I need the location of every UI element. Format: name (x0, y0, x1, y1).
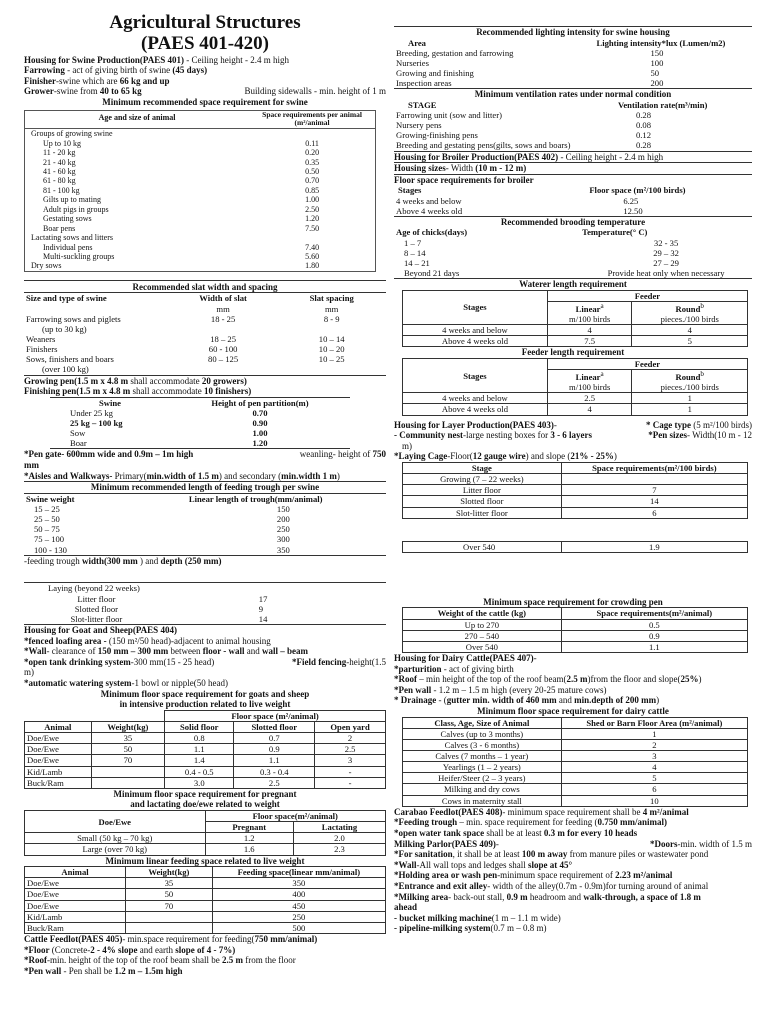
layer-space-group-row: Growing (7 – 22 weeks) (403, 474, 748, 485)
trough-row: 15 – 25 150 (34, 504, 290, 515)
goat-floor-row: Doe/Ewe 50 1.1 0.9 2.5 (25, 744, 386, 755)
slat-caption: Recommended slat width and spacing (24, 280, 386, 293)
brooding-row: Beyond 21 days Provide heat only when necessary (404, 268, 725, 279)
crowding-cont-weight: Over 540 (403, 541, 562, 552)
brooding-row: 1 – 7 32 - 35 (404, 237, 679, 248)
lighting-table: Area Lighting intensity*lux (Lumen/m2) Breeding, gestation and farrowing 150 Nurseries 100 Growing and finishing 50 Inspection areas 200 (394, 38, 752, 90)
lighting-row: Breeding, gestation and farrowing 150 (396, 47, 664, 58)
goat-floor-caption-2: in intensive production related to live weight (119, 699, 291, 710)
feed-row: Kid/Lamb 250 (25, 911, 386, 922)
preg-table: Doe/Ewe Floor space(m²/animal) Pregnant Lactating Small (50 kg – 70 kg) 1.2 2.0 Large (over 70 kg) 1.6 2.3 (24, 810, 386, 856)
dairy-floor-row: Calves (up to 3 months) 1 (403, 728, 748, 739)
layer-space-row: Slotted floor 14 (403, 496, 748, 507)
feed-row: Doe/Ewe 70 450 (25, 900, 386, 911)
slat-row: Farrowing sows and piglets 18 - 25 8 - 9 (26, 313, 340, 324)
brooding-caption: Recommended brooding temperature (500, 216, 646, 227)
layer-pen-cont: m) (402, 440, 412, 451)
trough-note: -feeding trough width(300 mm ) and depth (250 mm) (24, 555, 222, 566)
slat-head-width: Width of slat (199, 293, 247, 304)
goat-floor-caption-1: Minimum floor space requirement for goats and sheep (100, 688, 310, 699)
dairy-floor-caption: Minimum floor space requirement for dairy cattle (477, 706, 669, 717)
swine-space-row: Boar pens 7.50 (43, 223, 320, 233)
slat-table (24, 292, 386, 375)
swine-space-row: 81 - 100 kg 0.85 (43, 185, 320, 195)
slat-row: Sows, finishers and boars 80 – 125 10 – 25 (26, 354, 345, 365)
goat-floor-table: Floor space (m²/animal) Animal Weight(kg) Solid floor Slotted floor Open yard Doe/Ewe 35 0.8 0.7 2 Doe/Ewe 50 1.1 0.9 2.5 Doe/Ewe 70 1.4 1.1 3 Kid/Lamb 0.4 - 0.5 0.3 - 0.4 - Buck/Ram 3.0 2.5 - (24, 710, 386, 789)
dairy-floor-row: Heifer/Steer (2 – 3 years) 5 (403, 773, 748, 784)
ventilation-caption: Minimum ventilation rates under normal condition (474, 89, 672, 100)
slat-row: (up to 30 kg) (42, 323, 87, 334)
laying-row: Litter floor 17 (77, 593, 268, 604)
milking-entrance: *Entrance and exit alley- width of the alley(0.7m - 0.9m)for turning around of animal (394, 881, 709, 892)
milking-holding: *Holding area or wash pen-minimum space requirement of 2.23 m²/animal (394, 870, 673, 881)
slat-head-size: Size and type of swine (26, 293, 107, 304)
goat-fence-cont: m) (24, 667, 34, 678)
milking-sanitation: *For sanitation, it shall be at least 100 m away from manure piles or wastewater pond (394, 849, 709, 860)
dairy-floor-row: Calves (7 months – 1 year) 3 (403, 751, 748, 762)
crowding-row: Up to 270 0.5 (403, 619, 748, 630)
feed-row: Buck/Ram 500 (25, 922, 386, 933)
slat-unit-spacing: mm (325, 303, 339, 314)
broiler-floor-row: Above 4 weeks old 12.50 (396, 205, 643, 216)
preg-caption-1: Minimum floor space requirement for pregnant (113, 788, 297, 799)
partition-table (50, 397, 350, 450)
milking-area: *Milking area- back-out stall, 0.9 m headroom and walk-through, a space of 1.8 m (394, 891, 701, 902)
swine-space-row: Multi-suckling groups 5.60 (43, 251, 320, 261)
growing-pen-line: Growing pen(1.5 m x 4.8 m shall accommodate 20 growers) (24, 375, 247, 386)
waterer-caption: Waterer length requirement (519, 279, 627, 290)
swine-space-row: Adult pigs in groups 2.50 (43, 204, 320, 214)
lighting-row: Growing and finishing 50 (396, 68, 660, 79)
feed-space-caption: Minimum linear feeding space related to live weight (105, 855, 305, 866)
trough-row: 25 – 50 200 (34, 514, 290, 525)
farrowing-line: Farrowing - act of giving birth of swine (45 days) (24, 65, 208, 76)
goat-floor-row: Kid/Lamb 0.4 - 0.5 0.3 - 0.4 - (25, 766, 386, 777)
document-subtitle: (PAES 401-420) (141, 33, 269, 55)
milking-bucket: - bucket milking machine(1 m – 1.1 m wide) (394, 912, 561, 923)
feed-row: Doe/Ewe 50 400 (25, 889, 386, 900)
swine-space-row: Up to 10 kg 0.11 (43, 138, 319, 148)
layer-space-row: Litter floor 7 (403, 485, 748, 496)
partition-head-swine: Swine (99, 397, 121, 408)
feeder-table: Stages Feeder Linear$^a$ m/100 birds Round$^b$ pieces./100 birds 4 weeks and below 2.5 1 Above 4 weeks old 4 1 (402, 358, 748, 416)
trough-head-weight: Swine weight (26, 493, 75, 504)
cattle-feedlot-head: Cattle Feedlot(PAES 405)- min.space requirement for feeding(750 mm/animal) (24, 934, 318, 945)
dairy-floor-row: Milking and dry cows 6 (403, 784, 748, 795)
trough-row: 50 – 75 250 (34, 524, 290, 535)
feeder-row: Above 4 weeks old 4 1 (403, 404, 748, 415)
goat-fenced-line: *fenced loafing area - (150 m²/50 head)-adjacent to animal housing (24, 635, 271, 646)
preg-row: Large (over 70 kg) 1.6 2.3 (25, 844, 386, 855)
slat-row: Weaners 18 – 25 10 – 14 (26, 334, 345, 344)
trough-row: 100 - 130 350 (34, 544, 290, 555)
milking-area-cont: ahead (394, 902, 418, 913)
milking-pipeline: - pipeline-milking system(0.7 m – 0.8 m) (394, 923, 547, 934)
slat-head-spacing: Slat spacing (309, 293, 354, 304)
swine-space-caption: Minimum recommended space requirement for swine (102, 96, 308, 107)
crowding-caption: Minimum space requirement for crowding pen (483, 596, 663, 607)
crowding-row: Over 540 1.1 (403, 641, 748, 652)
carabao-tank: *open water tank space shall be at least 0.3 m for every 10 heads (394, 827, 638, 838)
pen-gate-line: *Pen gate- 600mm wide and 0.9m – 1m high weanling- height of 750 (24, 449, 386, 460)
broiler-head: Housing for Broiler Production(PAES 402) - Ceiling height - 2.4 m high (394, 152, 752, 164)
laying-row: Slot-litter floor 14 (70, 613, 268, 624)
cattle-roof-line: *Roof-min. height of the top of the roof beam shall be 2.5 m from the floor (24, 955, 296, 966)
trough-caption: Minimum recommended length of feeding trough per swine (24, 481, 386, 493)
broiler-floor-table: Stages Floor space (m²/100 birds) 4 weeks and below 6.25 Above 4 weeks old 12.50 (394, 185, 752, 216)
mm-line: mm (24, 460, 39, 471)
goat-tank-line: *open tank drinking system-300 mm(15 - 25 head) *Field fencing-height(1.5 (24, 656, 386, 667)
partition-head-height: Height of pen partition(m) (211, 397, 309, 408)
layer-nest-line: - Community nest-large nesting boxes for 3 - 6 layers *Pen sizes- Width(10 m - 12 (394, 430, 752, 441)
layer-cage-line: *Laying Cage-Floor(12 gauge wire) and slope (21% - 25%) (394, 451, 617, 462)
goat-auto-water-line: *automatic watering system-1 bowl or nipple(50 head) (24, 677, 228, 688)
cattle-pen-line: *Pen wall - Pen shall be 1.2 m – 1.5m high (24, 965, 183, 976)
feeder-row: 4 weeks and below 2.5 1 (403, 393, 748, 404)
sidewalls-note: Building sidewalls - min. height of 1 m (244, 86, 386, 97)
swine-space-group-row: Groups of growing swine (31, 129, 113, 139)
swine-space-row: Gestating sows 1.20 (43, 214, 320, 224)
ventilation-row: Growing-finishing pens 0.12 (396, 130, 651, 141)
slat-unit-width: mm (216, 303, 230, 314)
left-column (24, 12, 386, 976)
broiler-sizes: Housing sizes- Width (10 m - 12 m) (394, 163, 752, 175)
goat-floor-row: Doe/Ewe 70 1.4 1.1 3 (25, 755, 386, 766)
dairy-drainage: * Drainage - (gutter min. width of 460 mm and min.depth of 200 mm) (394, 695, 660, 706)
feeder-caption: Feeder length requirement (521, 347, 625, 358)
dairy-parturition: *parturition - act of giving birth (394, 663, 514, 674)
broiler-floor-caption: Floor space requirements for broiler (394, 174, 534, 185)
swine-space-col-1: Age and size of animal (98, 112, 176, 122)
swine-space-row: Dry sows 1.80 (31, 261, 320, 271)
laying-row: Slotted floor 9 (74, 603, 264, 614)
feed-row: Doe/Ewe 35 350 (25, 878, 386, 889)
broiler-floor-row: 4 weeks and below 6.25 (396, 195, 639, 206)
waterer-table: Stages Feeder Linear$^a$ m/100 birds Round$^b$ pieces./100 birds 4 weeks and below 4 4 Above 4 weeks old 7.5 5 (402, 290, 748, 348)
swine-space-group-row: Lactating sows and litters (31, 233, 113, 243)
swine-space-row: Individual pens 7.40 (43, 242, 320, 252)
carabao-trough: *Feeding trough – min. space requirement for feeding (0.750 mm/animal) (394, 817, 668, 828)
swine-space-figure (24, 110, 376, 272)
partition-row: 25 kg – 100 kg 0.90 (70, 418, 268, 429)
ventilation-row: Breeding and gestating pens(gilts, sows and boars) 0.28 (396, 140, 651, 151)
lighting-row: Inspection areas 200 (396, 78, 664, 89)
ventilation-table: STAGE Ventilation rate(m³/min) Farrowing unit (sow and litter) 0.28 Nursery pens 0.08 Growing-finishing pens 0.12 Breeding and gestating pens(gilts, sows and boars) 0.28 (394, 100, 752, 152)
goat-housing-head: Housing for Goat and Sheep(PAES 404) (24, 624, 177, 635)
partition-row: Sow 1.00 (70, 428, 268, 439)
aisles-line: *Aisles and Walkways- Primary(min.width of 1.5 m) and secondary (min.width 1 m) (24, 470, 340, 481)
cattle-floor-line: *Floor (Concrete-2 - 4% slope and earth slope of 4 - 7%) (24, 944, 236, 955)
goat-floor-row: Doe/Ewe 35 0.8 0.7 2 (25, 733, 386, 744)
milking-wall: *Wall-All wall tops and ledges shall slope at 45° (394, 859, 573, 870)
carabao-head: Carabao Feedlot(PAES 408)- minimum space requirement shall be 4 m²/animal (394, 806, 689, 817)
dairy-head: Housing for Dairy Cattle(PAES 407)- (394, 652, 537, 663)
slat-row: (over 100 kg) (42, 364, 89, 375)
swine-space-table (24, 110, 376, 272)
ventilation-row: Farrowing unit (sow and litter) 0.28 (396, 110, 651, 121)
dairy-pen-wall: *Pen wall - 1.2 m – 1.5 m high (every 20-25 mature cows) (394, 684, 607, 695)
right-column (394, 26, 752, 934)
dairy-floor-row: Yearlings (1 – 2 years) 4 (403, 762, 748, 773)
swine-space-row: 11 - 20 kg 0.20 (43, 148, 320, 158)
swine-space-row: 61 - 80 kg 0.70 (43, 176, 320, 186)
crowding-row: 270 – 540 0.9 (403, 630, 748, 641)
crowding-cont-value: 1.9 (561, 541, 747, 552)
brooding-row: 8 – 14 29 – 32 (404, 247, 679, 258)
grower-line: Grower-swine from 40 to 65 kg Building sidewalls - min. height of 1 m (24, 86, 386, 97)
lighting-caption: Recommended lighting intensity for swine housing (394, 26, 752, 38)
dairy-roof: *Roof – min height of the top of the roof beam(2.5 m)from the floor and slope(25%) (394, 674, 702, 685)
waterer-row: Above 4 weeks old 7.5 5 (403, 336, 748, 347)
lighting-row: Nurseries 100 (396, 57, 664, 68)
trough-row: 75 – 100 300 (34, 534, 290, 545)
dairy-floor-row: Calves (3 - 6 months) 2 (403, 739, 748, 750)
waterer-row: 4 weeks and below 4 4 (403, 325, 748, 336)
preg-row: Small (50 kg – 70 kg) 1.2 2.0 (25, 833, 386, 844)
goat-wall-line: *Wall- clearance of 150 mm – 300 mm between floor - wall and wall – beam (24, 646, 309, 657)
layer-space-row: Slot-litter floor 6 (403, 507, 748, 518)
goat-floor-row: Buck/Ram 3.0 2.5 - (25, 777, 386, 788)
brooding-table: Age of chicks(days) Temperature(° C) 1 – 7 32 - 35 8 – 14 29 – 32 14 – 21 27 – 29 Beyond 21 days Provide heat only when necessary (394, 227, 752, 279)
laying-head-row: Laying (beyond 22 weeks) (48, 583, 140, 594)
preg-caption-2: and lactating doe/ewe related to weight (130, 799, 280, 810)
milking-head: Milking Parlor(PAES 409)- *Doors-min. width of 1.5 m (394, 838, 752, 849)
document-title: Agricultural Structures (109, 12, 301, 33)
partition-row: Boar 1.20 (70, 438, 268, 449)
laying-continuation-table (24, 582, 386, 625)
layer-space-table: Stage Space requirements(m²/100 birds) Growing (7 – 22 weeks) Litter floor 7 Slotted floor 14 Slot-litter floor 6 (402, 462, 748, 519)
trough-table (24, 493, 386, 556)
dairy-floor-row: Cows in maternity stall 10 (403, 795, 748, 806)
layer-head: Housing for Layer Production(PAES 403)- * Cage type (5 m²/100 birds) (394, 419, 752, 430)
finisher-line: Finisher-swine which are 66 kg and up (24, 75, 170, 86)
finishing-pen-line: Finishing pen(1.5 m x 4.8 m shall accommodate 10 finishers) (24, 386, 252, 397)
crowding-continuation-table (402, 541, 748, 553)
trough-head-length: Linear length of trough(mm/animal) (188, 493, 323, 504)
swine-space-col-2: Space requirements per animal (m²/animal (262, 109, 362, 128)
swine-space-row: 21 - 40 kg 0.35 (43, 157, 320, 167)
crowding-table: Weight of the cattle (kg) Space requirements(m²/animal) Up to 270 0.5 270 – 540 0.9 Over 540 1.1 (402, 607, 748, 653)
swine-housing-line: Housing for Swine Production(PAES 401) - Ceiling height - 2.4 m high (24, 54, 290, 65)
feed-space-table: Animal Weight(kg) Feeding space(linear mm/animal) Doe/Ewe 35 350 Doe/Ewe 50 400 Doe/Ewe 70 450 Kid/Lamb 250 Buck/Ram 500 (24, 866, 386, 934)
goat-floor-group: Floor space (m²/animal) (231, 710, 319, 721)
partition-row: Under 25 kg 0.70 (70, 407, 268, 418)
slat-row: Finishers 60 - 100 10 – 20 (26, 344, 345, 355)
swine-space-row: Gilts up to mating 1.00 (43, 195, 320, 205)
dairy-floor-table: Class, Age, Size of Animal Shed or Barn Floor Area (m²/animal) Calves (up to 3 months) 1 Calves (3 - 6 months) 2 Calves (7 months – 1 year) 3 Yearlings (1 – 2 years) 4 Heifer/Steer (2 – 3 years) 5 Milking and dry cows 6 Cows in maternity stall 10 (402, 717, 748, 807)
ventilation-row: Nursery pens 0.08 (396, 120, 651, 131)
swine-space-row: 41 - 60 kg 0.50 (43, 167, 320, 177)
brooding-row: 14 – 21 27 – 29 (404, 257, 679, 268)
